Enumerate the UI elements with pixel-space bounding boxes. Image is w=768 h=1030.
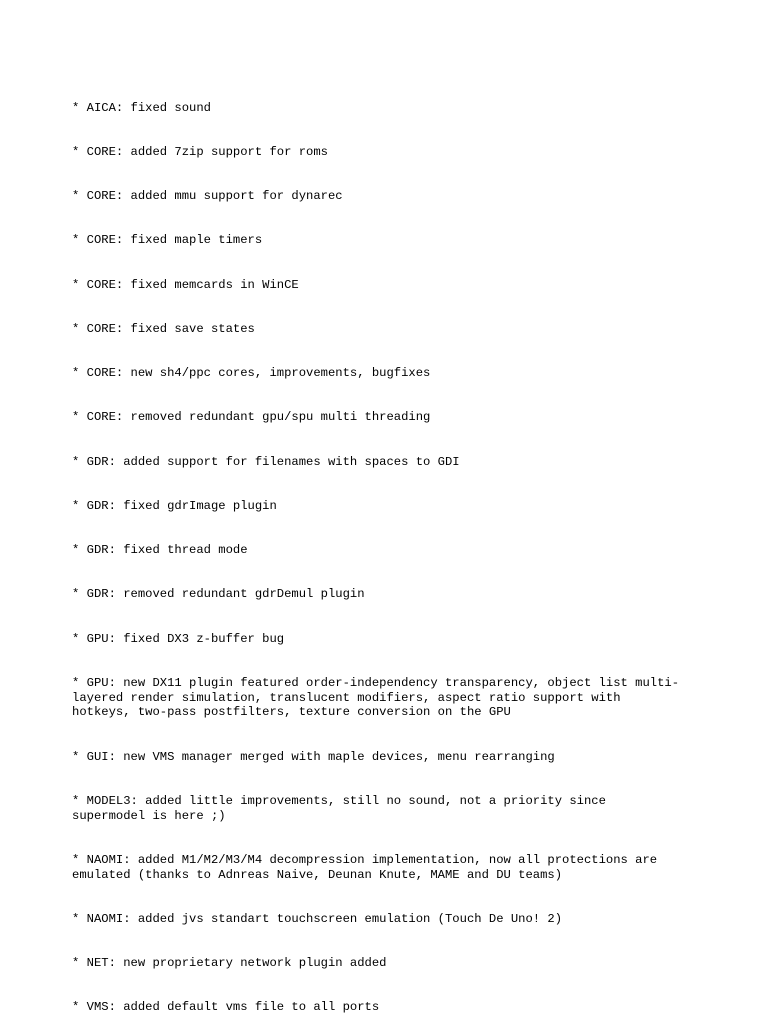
changelog-entry: * CORE: added 7zip support for roms: [72, 144, 328, 159]
changelog-entry: * MODEL3: added little improvements, still no sound, not a priority since supermodel is here ;): [72, 793, 606, 823]
changelog-entry: * GDR: fixed gdrImage plugin: [72, 498, 277, 513]
changelog-entry: * CORE: fixed memcards in WinCE: [72, 277, 299, 292]
changelog-entry: * GDR: added support for filenames with spaces to GDI: [72, 454, 460, 469]
changelog-text: [72, 71, 712, 1030]
changelog-entry: * CORE: fixed maple timers: [72, 233, 263, 248]
changelog-entry: * GPU: new DX11 plugin featured order-independency transparency, object list multi- layered render simulation, translucent modifiers, aspect ratio support with hotkeys, two-pass postfilters, texture conversion on the GPU: [72, 675, 680, 720]
changelog-entry: * NAOMI: added jvs standart touchscreen emulation (Touch De Uno! 2): [72, 911, 563, 926]
changelog-entry: * GPU: fixed DX3 z-buffer bug: [72, 631, 285, 646]
changelog-entry: * CORE: removed redundant gpu/spu multi threading: [72, 410, 431, 425]
changelog-entry: * NAOMI: added M1/M2/M3/M4 decompression implementation, now all protections are emulated (thanks to Adnreas Naive, Deunan Knute, MAME and DU teams): [72, 852, 658, 882]
changelog-entry: * CORE: added mmu support for dynarec: [72, 189, 343, 203]
changelog-entry: * NET: new proprietary network plugin added: [72, 956, 387, 970]
changelog-entry: * VMS: added default vms file to all ports: [72, 1000, 380, 1015]
changelog-entry: * GUI: new VMS manager merged with maple devices, menu rearranging: [72, 749, 555, 764]
changelog-entry: * GDR: fixed thread mode: [72, 543, 248, 557]
changelog-entry: * CORE: fixed save states: [72, 321, 255, 336]
changelog-entry: * GDR: removed redundant gdrDemul plugin: [72, 587, 365, 602]
changelog-entry: * CORE: new sh4/ppc cores, improvements, bugfixes: [72, 366, 431, 380]
changelog-entry: * AICA: fixed sound: [72, 100, 211, 115]
